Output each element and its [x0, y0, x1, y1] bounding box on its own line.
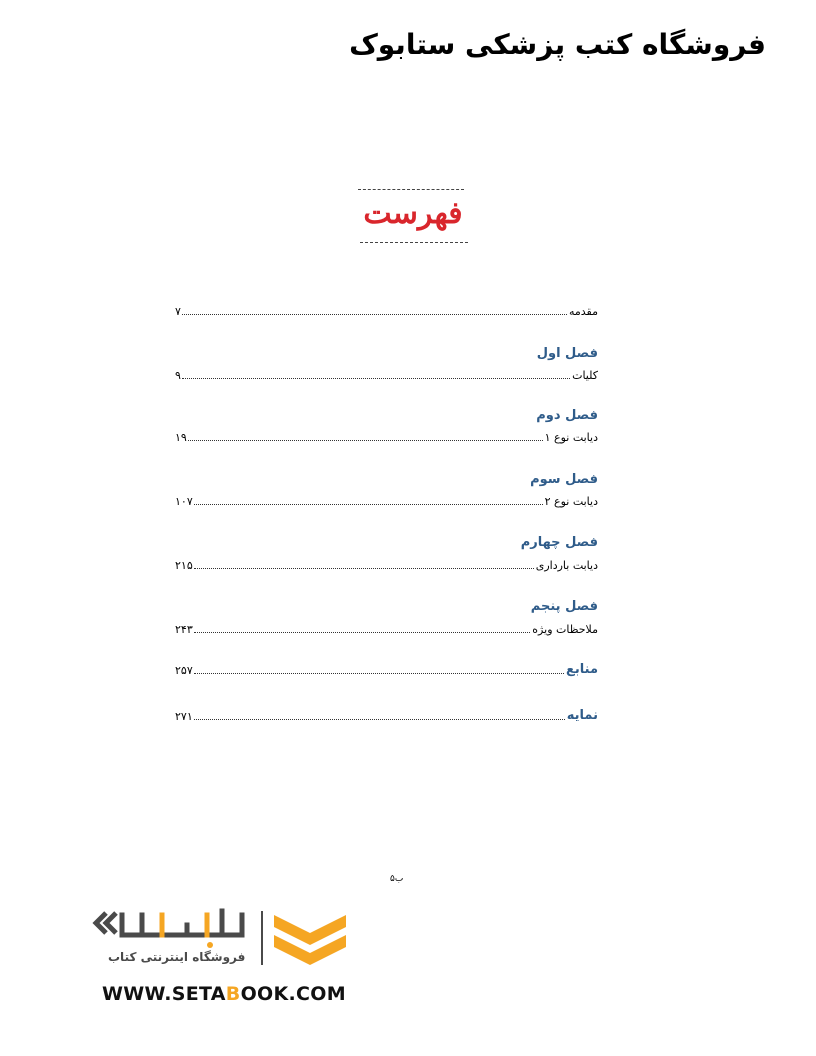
dot-leader	[194, 568, 534, 569]
toc-entry[interactable]	[175, 556, 598, 572]
setabook-logo	[92, 905, 352, 975]
toc-entry-label: دیابت نوع ۲	[544, 495, 598, 508]
toc-entry-page: ۱۹	[175, 431, 187, 444]
website-suffix: OOK.COM	[240, 983, 346, 1005]
store-title: فروشگاه کتب پزشکی ستابوک	[349, 28, 766, 61]
website-prefix: WWW.SETA	[102, 983, 226, 1005]
toc-entry-page: ۲۷۱	[175, 710, 193, 723]
toc-entry[interactable]	[175, 620, 598, 636]
chapter-title: فصل اول	[536, 346, 598, 361]
toc-entry-page: ۹	[175, 369, 181, 382]
toc-entry-index[interactable]	[175, 707, 598, 723]
dot-leader	[188, 440, 543, 441]
toc-entry-sources[interactable]	[175, 661, 598, 677]
toc-entry-label: ملاحظات ویژه	[532, 623, 598, 636]
double-chevron-icon	[96, 913, 116, 933]
toc-entry-page: ۲۵۷	[175, 664, 193, 677]
book-chevron-icon	[274, 915, 346, 965]
website-accent: B	[225, 983, 241, 1005]
toc-entry-page: ۲۴۳	[175, 623, 193, 636]
chapter-title: فصل چهارم	[520, 535, 598, 550]
dot-leader	[194, 632, 531, 633]
toc-entry-label: مقدمه	[568, 305, 598, 318]
dot-leader	[194, 673, 564, 674]
heading-rule-bottom	[360, 242, 468, 243]
chapter-title: فصل پنجم	[530, 599, 598, 614]
chapter-title: فصل دوم	[536, 408, 598, 423]
toc-entry-label: منابع	[566, 662, 598, 677]
toc-heading: فهرست	[363, 196, 463, 231]
dot-leader	[194, 719, 565, 720]
toc-entry[interactable]	[175, 366, 598, 382]
toc-entry[interactable]	[175, 492, 598, 508]
heading-rule-top	[358, 189, 464, 190]
chapter-title: فصل سوم	[530, 472, 598, 487]
toc-entry[interactable]	[175, 428, 598, 444]
page-number: ب‌۵	[390, 874, 404, 884]
dot-leader	[194, 504, 543, 505]
logo-tagline: فروشگاه اینترنتی کتاب	[108, 950, 246, 964]
toc-entry-label: دیابت نوع ۱	[544, 431, 598, 444]
toc-entry-label: نمایه	[566, 708, 598, 723]
toc-entry-page: ۱۰۷	[175, 495, 193, 508]
toc-entry-label: دیابت بارداری	[535, 559, 598, 572]
website-url[interactable]	[102, 983, 346, 1005]
dot-leader	[182, 378, 570, 379]
logo-wordmark-shape	[122, 911, 242, 948]
toc-entry-page: ۲۱۵	[175, 559, 193, 572]
toc-heading-block	[358, 189, 468, 243]
toc-entry-intro[interactable]	[175, 302, 598, 318]
toc-entry-page: ۷	[175, 305, 181, 318]
dot-leader	[182, 314, 567, 315]
toc-entry-label: کلیات	[572, 369, 598, 382]
